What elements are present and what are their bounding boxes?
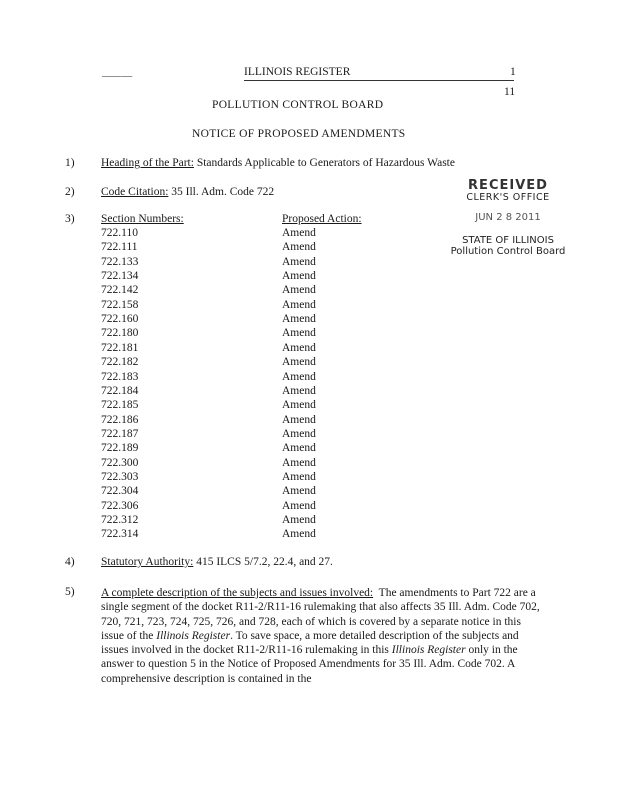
section-action: Amend — [282, 399, 316, 412]
notice-title: NOTICE OF PROPOSED AMENDMENTS — [192, 128, 406, 140]
section-action: Amend — [282, 456, 316, 469]
board-name: POLLUTION CONTROL BOARD — [212, 99, 384, 111]
section-number: 722.142 — [101, 284, 139, 297]
section-number: 722.185 — [101, 399, 139, 412]
section-action: Amend — [282, 356, 316, 369]
stamp-date: JUN 2 8 2011 — [475, 212, 541, 223]
proposed-action-heading: Proposed Action: — [282, 213, 362, 225]
item-3-number: 3) — [65, 213, 75, 225]
section-number: 722.306 — [101, 499, 139, 512]
section-action: Amend — [282, 313, 316, 326]
section-number: 722.183 — [101, 370, 139, 383]
section-number: 722.300 — [101, 456, 139, 469]
section-action: Amend — [282, 427, 316, 440]
item-4-label: Statutory Authority: — [101, 556, 194, 568]
section-action: Amend — [282, 413, 316, 426]
section-action: Amend — [282, 284, 316, 297]
section-number: 722.181 — [101, 341, 139, 354]
section-number: 722.111 — [101, 241, 138, 254]
section-action: Amend — [282, 470, 316, 483]
section-number: 722.180 — [101, 327, 139, 340]
section-number: 722.303 — [101, 470, 139, 483]
item-4 — [101, 556, 333, 568]
section-numbers-heading: Section Numbers: — [101, 213, 184, 225]
section-number: 722.304 — [101, 485, 139, 498]
page-number: 1 — [510, 66, 516, 78]
section-number: 722.186 — [101, 413, 139, 426]
item-2-number: 2) — [65, 186, 75, 198]
section-number: 722.158 — [101, 298, 139, 311]
section-number: 722.182 — [101, 356, 139, 369]
item-1-text: Standards Applicable to Generators of Hazardous Waste — [196, 157, 455, 169]
section-number: 722.134 — [101, 270, 139, 283]
section-action: Amend — [282, 241, 316, 254]
item-2-text: 35 Ill. Adm. Code 722 — [171, 186, 275, 198]
item-4-number: 4) — [65, 556, 75, 568]
item-2-label: Code Citation: — [101, 186, 169, 198]
item-5-paragraph — [101, 586, 541, 686]
section-action: Amend — [282, 227, 316, 239]
item-1 — [101, 157, 455, 169]
section-action: Amend — [282, 370, 316, 383]
section-action: Amend — [282, 341, 316, 354]
register-title-line — [244, 66, 514, 81]
stamp-office: CLERK'S OFFICE — [466, 192, 550, 203]
register-title: ILLINOIS REGISTER — [244, 66, 351, 78]
section-number: 722.314 — [101, 528, 139, 541]
section-number: 722.110 — [101, 227, 138, 239]
section-number: 722.189 — [101, 442, 139, 455]
stamp-board: Pollution Control Board — [450, 246, 566, 257]
section-number: 722.184 — [101, 384, 139, 397]
item-1-number: 1) — [65, 157, 75, 169]
section-number: 722.133 — [101, 255, 139, 268]
p5-text-1: The amendments to Part 722 are a single segment of the docket R11-2/R11-16 rulemaking that also affects 35 Ill. Adm. Code 702, 720, 721, 723, 724, 725, 726, and 728, each of which is covered by a separate notice in this issue of the — [101, 587, 540, 642]
section-number: 722.312 — [101, 514, 139, 526]
section-action: Amend — [282, 255, 316, 268]
section-action: Amend — [282, 384, 316, 397]
p5-italic-1: Illinois Register — [156, 629, 231, 642]
p5-italic-2: Illinois Register — [391, 644, 466, 657]
section-action: Amend — [282, 442, 316, 455]
item-4-text: 415 ILCS 5/7.2, 22.4, and 27. — [196, 556, 333, 568]
stamp-received: RECEIVED — [468, 178, 548, 193]
section-action: Amend — [282, 298, 316, 311]
section-number: 722.187 — [101, 427, 139, 440]
item-2 — [101, 186, 274, 198]
section-action: Amend — [282, 485, 316, 498]
section-action: Amend — [282, 528, 316, 541]
section-action: Amend — [282, 270, 316, 283]
section-action: Amend — [282, 514, 316, 526]
item-1-label: Heading of the Part: — [101, 157, 194, 169]
p5-text-2: . To save space, a more detailed description of the subjects and issues involved in the docket R11-2/R11-16 rulemaking in this — [101, 629, 519, 657]
section-number: 722.160 — [101, 313, 139, 326]
section-action: Amend — [282, 327, 316, 340]
issue-number: 11 — [504, 86, 516, 98]
stamp-state: STATE OF ILLINOIS — [462, 235, 554, 246]
item-5-number: 5) — [65, 586, 75, 598]
section-action: Amend — [282, 499, 316, 512]
item-5-label: A complete description of the subjects and issues involved: — [101, 587, 374, 599]
left-margin-mark: _____ ___ — [102, 68, 132, 78]
p5-text-3: only in the answer to question 5 in the Notice of Proposed Amendments for 35 Ill. Adm. Code 702. A comprehensive description is contained in the — [101, 644, 518, 685]
